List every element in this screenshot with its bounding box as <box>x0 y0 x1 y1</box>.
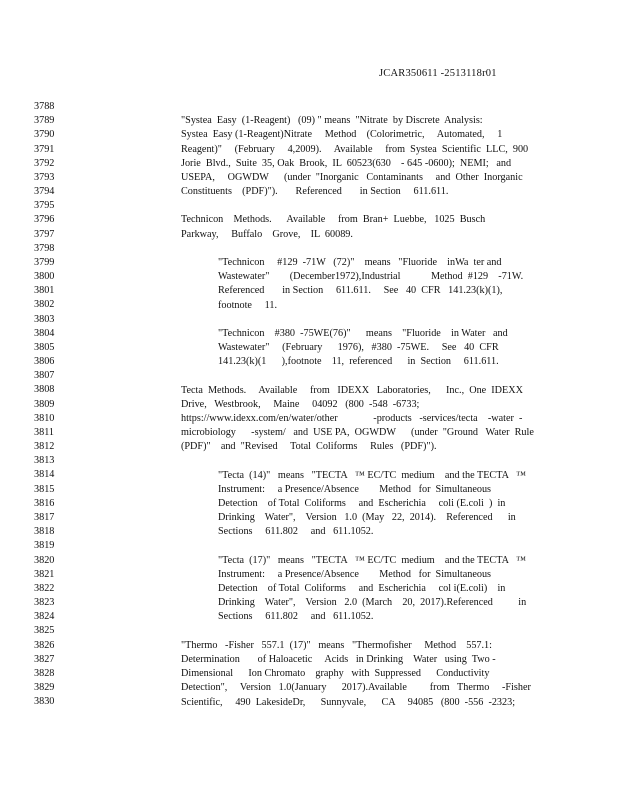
line-number: 3828 <box>34 667 55 679</box>
text-line: Jorie Blvd., Suite 35, Oak Brook, IL 60523(630 - 645 -0600); NEMI; and <box>181 157 512 169</box>
text-line: Dimensional Ion Chromato graphy with Suppressed Conductivity <box>181 668 490 680</box>
line-number: 3792 <box>34 157 55 169</box>
line-number: 3800 <box>34 271 55 283</box>
line-number: 3830 <box>34 696 55 708</box>
line-number: 3824 <box>34 611 55 623</box>
line-number: 3804 <box>34 327 55 339</box>
line-number: 3811 <box>34 426 54 438</box>
text-line: "Technicon #380 -75WE(76)" means "Fluoride in Water and <box>218 327 508 339</box>
line-number: 3789 <box>34 115 55 127</box>
text-line: 141.23(k)(1 ),footnote 11, referenced in Section 611.611. <box>218 356 499 368</box>
text-line: Detection", Version 1.0(January 2017).Available from Thermo -Fisher <box>181 682 531 694</box>
text-line: Reagent)" (February 4,2009). Available from Systea Scientific LLC, 900 <box>181 143 529 155</box>
line-number: 3809 <box>34 398 55 410</box>
line-number: 3817 <box>34 511 55 523</box>
text-line: Systea Easy (1-Reagent)Nitrate Method (Colorimetric, Automated, 1 <box>181 129 503 141</box>
text-line: Wastewater" (December1972),Industrial Method #129 -71W. <box>218 271 524 283</box>
text-line: Referenced in Section 611.611. See 40 CFR 141.23(k)(1), <box>218 285 503 297</box>
line-number: 3826 <box>34 639 55 651</box>
text-line: "Tecta (17)" means "TECTA ™ EC/TC medium and the TECTA ™ <box>218 554 527 566</box>
text-line: Scientific, 490 LakesideDr, Sunnyvale, CA 94085 (800 -556 -2323; <box>181 696 516 708</box>
text-line: Detection of Total Coliforms and Escherichia coli (E.coli ) in <box>218 498 506 510</box>
line-number: 3812 <box>34 441 55 453</box>
text-line: "Systea Easy (1-Reagent) (09) " means "Nitrate by Discrete Analysis: <box>181 115 483 127</box>
text-line: Constituents (PDF)"). Referenced in Section 611.611. <box>181 186 449 198</box>
line-number: 3814 <box>34 469 55 481</box>
text-line: Tecta Methods. Available from IDEXX Laboratories, Inc., One IDEXX <box>181 384 523 396</box>
line-number: 3796 <box>34 214 55 226</box>
line-number: 3791 <box>34 143 55 155</box>
line-number: 3801 <box>34 285 55 297</box>
text-line: Sections 611.802 and 611.1052. <box>218 611 374 623</box>
text-line: Technicon Methods. Available from Bran+ Luebbe, 1025 Busch <box>181 214 486 226</box>
line-number: 3815 <box>34 483 55 495</box>
line-number: 3810 <box>34 412 55 424</box>
line-number: 3806 <box>34 356 55 368</box>
line-number: 3820 <box>34 554 55 566</box>
text-line: USEPA, OGWDW (under "Inorganic Contaminants and Other Inorganic <box>181 171 523 183</box>
line-number: 3822 <box>34 582 55 594</box>
text-line: Instrument: a Presence/Absence Method for Simultaneous <box>218 483 492 495</box>
line-number: 3802 <box>34 299 55 311</box>
line-number: 3803 <box>34 313 55 325</box>
line-number: 3795 <box>34 200 55 212</box>
text-line: Sections 611.802 and 611.1052. <box>218 526 374 538</box>
line-number: 3813 <box>34 455 55 467</box>
text-line: Drinking Water", Version 1.0 (May 22, 2014). Referenced in <box>218 512 516 524</box>
line-number: 3794 <box>34 186 55 198</box>
text-line: microbiology -system/ and USE PA, OGWDW (under "Ground Water Rule <box>181 427 534 439</box>
document-header: JCAR350611 -2513118r01 <box>379 68 497 79</box>
line-number: 3790 <box>34 129 55 141</box>
line-number: 3818 <box>34 526 55 538</box>
text-line: footnote 11. <box>218 299 278 311</box>
text-line: (PDF)" and "Revised Total Coliforms Rules (PDF)"). <box>181 441 437 453</box>
line-number: 3819 <box>34 540 55 552</box>
line-number: 3798 <box>34 242 55 254</box>
line-number: 3807 <box>34 370 55 382</box>
line-number: 3799 <box>34 256 55 268</box>
line-number: 3823 <box>34 597 55 609</box>
line-number: 3808 <box>34 384 55 396</box>
line-number: 3816 <box>34 497 55 509</box>
text-line: Detection of Total Coliforms and Escherichia col i(E.coli) in <box>218 583 506 595</box>
text-line: Determination of Haloacetic Acids in Drinking Water using Two - <box>181 654 496 666</box>
line-number: 3827 <box>34 653 55 665</box>
line-number: 3825 <box>34 625 55 637</box>
line-number: 3793 <box>34 171 55 183</box>
text-line: Instrument: a Presence/Absence Method for Simultaneous <box>218 568 492 580</box>
text-line: Parkway, Buffalo Grove, IL 60089. <box>181 228 353 240</box>
text-line: Wastewater" (February 1976), #380 -75WE. See 40 CFR <box>218 342 499 354</box>
line-number: 3788 <box>34 101 55 112</box>
text-line: Drinking Water", Version 2.0 (March 20, 2017).Referenced in <box>218 597 527 609</box>
line-number-column <box>34 100 64 709</box>
line-number: 3829 <box>34 682 55 694</box>
text-line: "Thermo -Fisher 557.1 (17)" means "Thermofisher Method 557.1: <box>181 639 492 651</box>
text-line: https://www.idexx.com/en/water/other -products -services/tecta -water - <box>181 412 523 424</box>
line-number: 3805 <box>34 341 55 353</box>
line-number: 3797 <box>34 228 55 240</box>
text-line: "Tecta (14)" means "TECTA ™ EC/TC medium and the TECTA ™ <box>218 469 527 481</box>
line-number: 3821 <box>34 568 55 580</box>
text-line: "Technicon #129 -71W (72)" means "Fluoride inWa ter and <box>218 256 502 268</box>
text-line: Drive, Westbrook, Maine 04092 (800 -548 -6733; <box>181 398 420 410</box>
